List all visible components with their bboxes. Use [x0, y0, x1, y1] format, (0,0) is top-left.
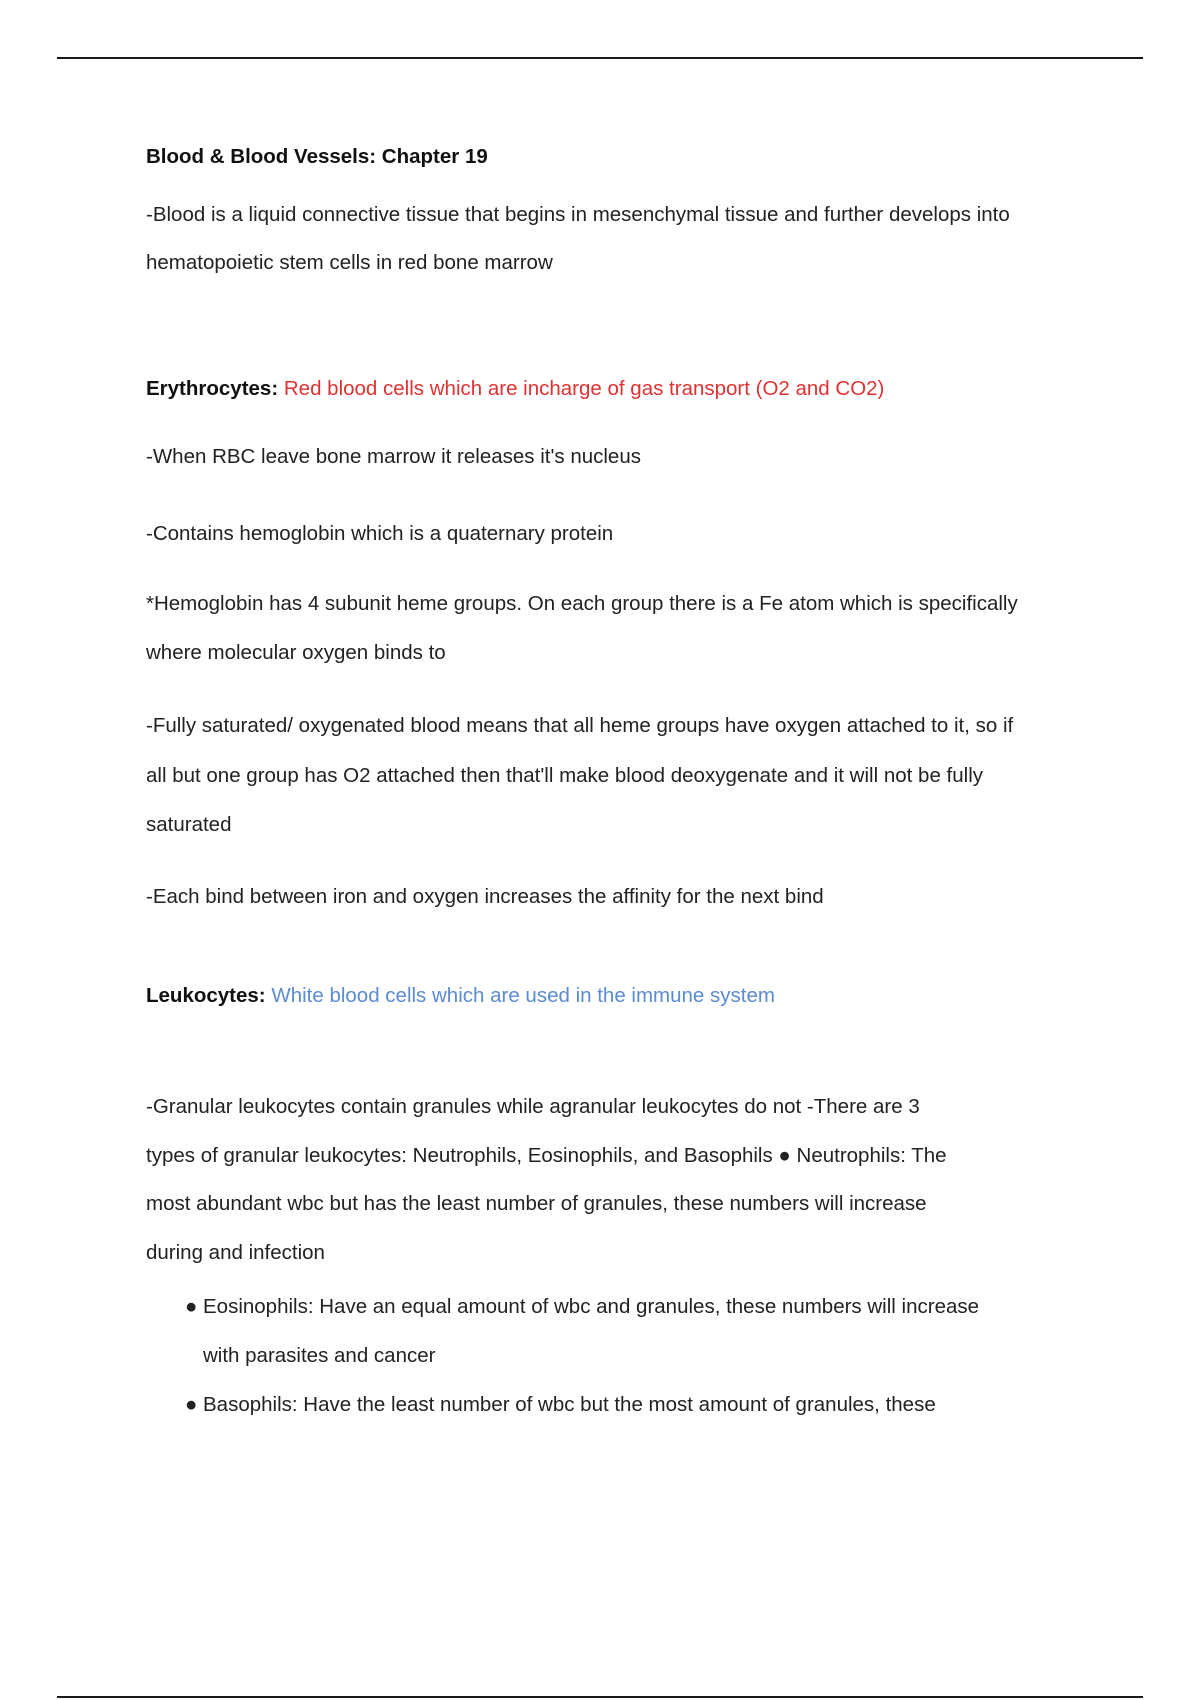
leuko-para-line-2: types of granular leukocytes: Neutrophils, Eosinophils, and Basophils ● Neutrophils: The: [146, 1144, 947, 1167]
bullet-icon: ●: [185, 1295, 198, 1318]
basophils-item-line-1: Basophils: Have the least number of wbc but the most amount of granules, these: [203, 1393, 936, 1416]
erythrocytes-heading: [146, 376, 884, 402]
document-title: Blood & Blood Vessels: Chapter 19: [146, 145, 488, 168]
erythro-para-1: -When RBC leave bone marrow it releases it's nucleus: [146, 445, 641, 468]
eosinophils-item-line-1: Eosinophils: Have an equal amount of wbc and granules, these numbers will increase: [203, 1295, 980, 1318]
eosinophils-item-line-2: with parasites and cancer: [203, 1344, 436, 1367]
bottom-rule: [57, 1696, 1143, 1698]
erythro-para-3-line-1: *Hemoglobin has 4 subunit heme groups. On each group there is a Fe atom which is specifically: [146, 592, 1018, 615]
leukocytes-heading: [146, 983, 775, 1009]
leuko-para-line-4: during and infection: [146, 1241, 325, 1264]
leukocytes-definition: White blood cells which are used in the immune system: [271, 984, 775, 1007]
top-rule: [57, 57, 1143, 59]
erythro-para-3-line-2: where molecular oxygen binds to: [146, 641, 446, 664]
intro-line-1: -Blood is a liquid connective tissue that begins in mesenchymal tissue and further develops into: [146, 203, 1010, 226]
erythro-para-4-line-3: saturated: [146, 813, 232, 836]
erythro-para-4-line-1: -Fully saturated/ oxygenated blood means that all heme groups have oxygen attached to it, so if: [146, 714, 1014, 737]
leuko-para-line-1: -Granular leukocytes contain granules while agranular leukocytes do not -There are 3: [146, 1095, 920, 1118]
leukocytes-label: Leukocytes:: [146, 984, 266, 1007]
erythro-para-4-line-2: all but one group has O2 attached then that'll make blood deoxygenate and it will not be fully: [146, 764, 983, 787]
erythrocytes-label: Erythrocytes:: [146, 377, 279, 400]
erythro-para-5: -Each bind between iron and oxygen increases the affinity for the next bind: [146, 885, 824, 908]
erythrocytes-definition: Red blood cells which are incharge of gas transport (O2 and CO2): [283, 377, 885, 400]
leuko-para-line-3: most abundant wbc but has the least number of granules, these numbers will increase: [146, 1192, 927, 1215]
intro-line-2: hematopoietic stem cells in red bone marrow: [146, 251, 553, 274]
bullet-icon: ●: [185, 1393, 198, 1416]
erythro-para-2: -Contains hemoglobin which is a quaternary protein: [146, 522, 614, 545]
